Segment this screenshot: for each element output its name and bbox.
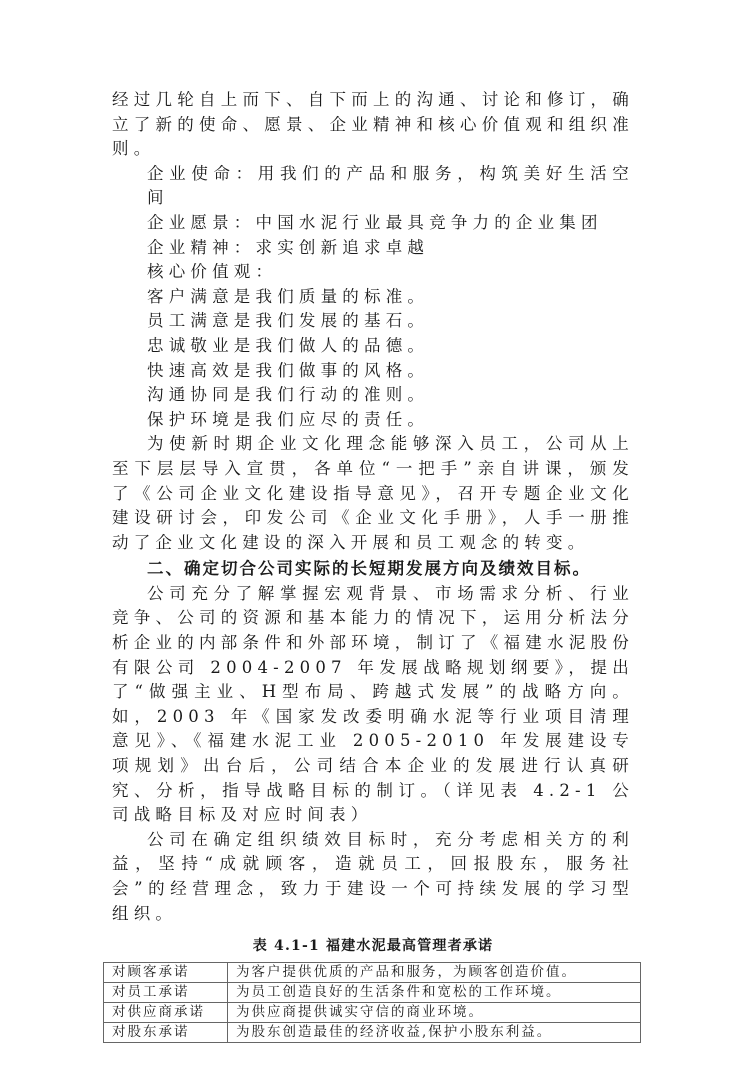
table-cell-key: 对员工承诺 [104,983,228,1003]
table-row [104,1003,641,1023]
core-value-item: 员工满意是我们发展的基石。 [147,311,430,331]
table-cell-key: 对供应商承诺 [104,1003,228,1023]
performance-paragraph: 公司在确定组织绩效目标时，充分考虑相关方的利益，坚持“成就顾客，造就员工，回报股东，服务社会”的经营理念，致力于建设一个可持续发展的学习型组织。 [112,829,634,923]
table-cell-value: 为供应商提供诚实守信的商业环境。 [228,1003,641,1023]
table-cell-value: 为客户提供优质的产品和服务，为顾客创造价值。 [228,963,641,983]
table-cell-key: 对股东承诺 [104,1023,228,1043]
table-row [104,963,641,983]
table-cell-key: 对顾客承诺 [104,963,228,983]
core-value-item: 快速高效是我们做事的风格。 [147,360,430,380]
spirit-line: 企业精神：求实创新追求卓越 [147,237,430,257]
section-heading: 二、确定切合公司实际的长短期发展方向及绩效目标。 [147,559,591,579]
culture-paragraph: 为使新时期企业文化理念能够深入员工，公司从上至下层层导入宣贯，各单位“一把手”亲自讲课，颁发了《公司企业文化建设指导意见》，召开专题企业文化建设研讨会，印发公司《企业文化手册》，人手一册推动了企业文化建设的深入开展和员工观念的转变。 [112,434,634,552]
core-values-label: 核心价值观： [147,262,278,282]
table-cell-value: 为员工创造良好的生活条件和宽松的工作环境。 [228,983,641,1003]
document-body [103,0,643,1083]
vision-line: 企业愿景：中国水泥行业最具竞争力的企业集团 [147,212,603,232]
core-value-item: 忠诚敬业是我们做人的品德。 [147,335,430,355]
commitment-table [103,962,641,1043]
table-row [104,983,641,1003]
table-cell-value: 为股东创造最佳的经济收益,保护小股东利益。 [228,1023,641,1043]
strategy-paragraph: 公司充分了解掌握宏观背景、市场需求分析、行业竞争、公司的资源和基本能力的情况下，运用分析法分析企业的内部条件和外部环境，制订了《福建水泥股份有限公司 2004-2007 年发展战略规划纲要》，提出了“做强主业、H型布局、跨越式发展”的战略方向。如，2003 年《国家发改委明确水泥等行业项目清理意见》、《福建水泥工业 2005-2010 年发展建设专项规划》出台后，公司结合本企业的发展进行认真研究、分析，指导战略目标的制订。（详见表 4.2-1 公司战略目标及对应时间表） [112,583,634,825]
mission-line: 企业使命：用我们的产品和服务，构筑美好生活空间 [147,163,634,208]
core-value-item: 客户满意是我们质量的标准。 [147,286,430,306]
table-row [104,1023,641,1043]
core-value-item: 沟通协同是我们行动的准则。 [147,385,430,405]
text-column [112,88,634,956]
table-caption: 表 4.1-1 福建水泥最高管理者承诺 [252,938,494,955]
core-value-item: 保护环境是我们应尽的责任。 [147,409,430,429]
intro-paragraph: 经过几轮自上而下、自下而上的沟通、讨论和修订，确立了新的使命、愿景、企业精神和核心价值观和组织准则。 [112,90,634,159]
